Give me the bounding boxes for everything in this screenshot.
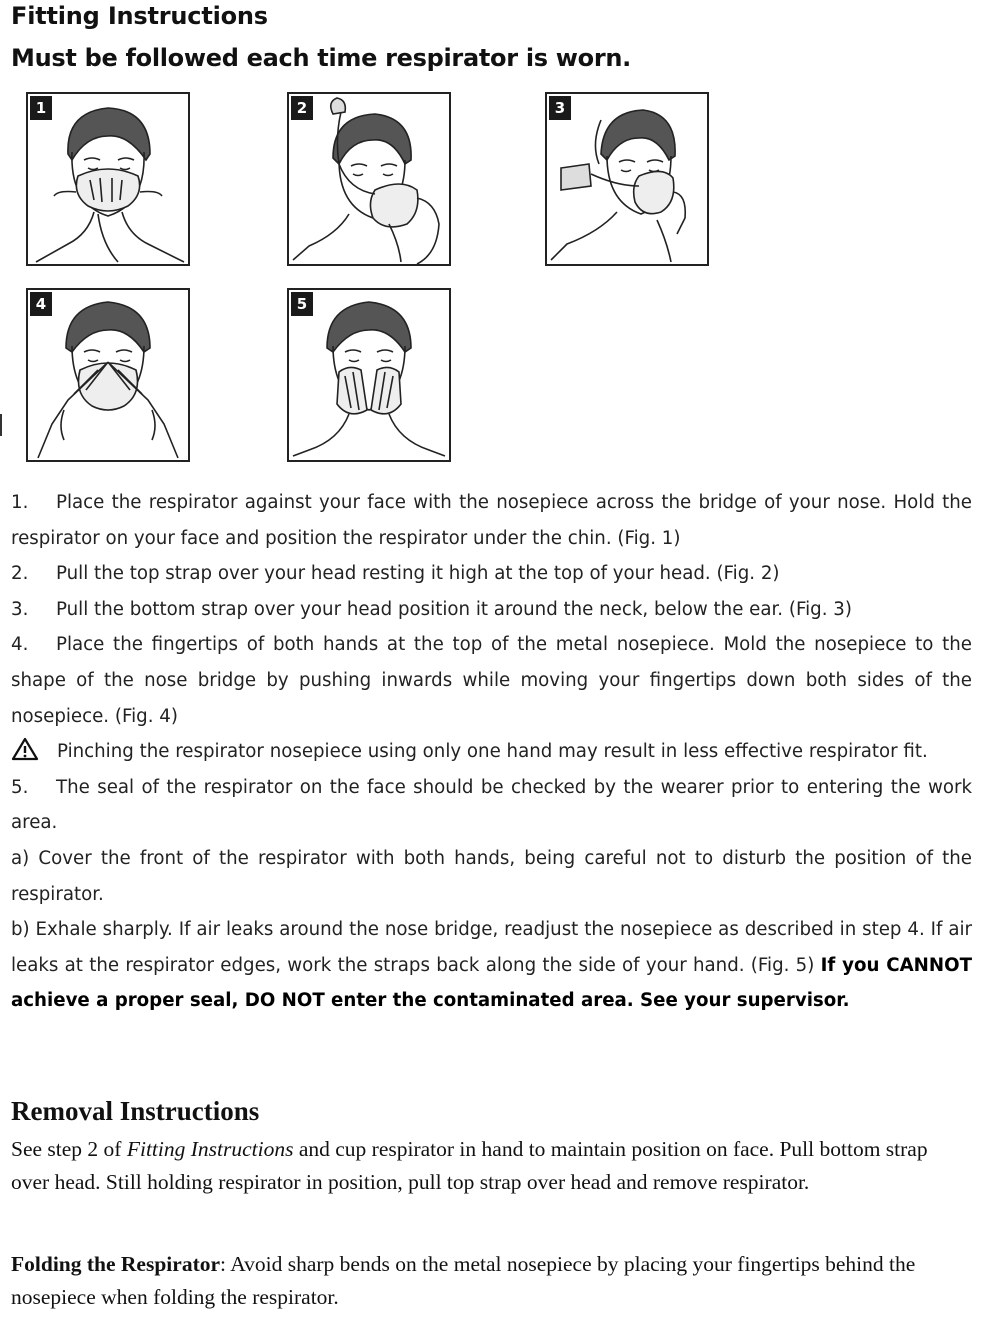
removal-title: Removal Instructions: [11, 1096, 260, 1126]
fitting-steps: [11, 485, 972, 1019]
figure-number: 2: [291, 96, 313, 120]
step-number: 1.: [11, 492, 29, 513]
step-text: b) Exhale sharply. If air leaks around the nose bridge, readjust the nosepiece as described in step 4. If air leaks at the respirator edges, work the straps back along the side of your hand. (Fig. 5): [11, 919, 972, 976]
figure-1: [26, 92, 190, 266]
figure-4: [26, 288, 190, 462]
step-text: Pull the top strap over your head resting it high at the top of your head. (Fig. 2): [56, 563, 780, 585]
step-text: Place the respirator against your face with the nosepiece across the bridge of your nose. Hold the respirator on your face and position the respirator under the chin. (Fig. 1): [11, 492, 972, 549]
page-subtitle: Must be followed each time respirator is worn.: [11, 44, 631, 72]
figure-2: [287, 92, 451, 266]
removal-text-part: See step 2 of: [11, 1137, 127, 1161]
respirator-fit-illustration-3: [547, 94, 707, 264]
step-5a: a) Cover the front of the respirator with both hands, being careful not to disturb the position of the respirator.: [11, 847, 972, 905]
removal-text-part: and cup respirator in hand to maintain position on face. Pull bottom strap over head. Still holding respirator in position, pull top strap over head and remove respirator.: [11, 1137, 928, 1194]
figure-5: [287, 288, 451, 462]
step-5b: [11, 912, 972, 1019]
respirator-fit-illustration-4: [28, 290, 188, 460]
warning-note: [11, 734, 972, 770]
respirator-fit-illustration-2: [289, 94, 449, 264]
page-title: Fitting Instructions: [11, 2, 268, 30]
figure-number: 1: [30, 96, 52, 120]
warning-triangle-icon: [11, 737, 39, 761]
step-text: Pull the bottom strap over your head position it around the neck, below the ear. (Fig. 3): [56, 598, 852, 620]
step-number: 5.: [11, 776, 29, 798]
step-2: [11, 556, 972, 592]
seal-warning-bold: If you CANNOT achieve a proper seal, DO NOT enter the contaminated area. See your supervisor.: [11, 954, 972, 1012]
removal-text: [11, 1133, 966, 1198]
figure-number: 3: [549, 96, 571, 120]
folding-text: : Avoid sharp bends on the metal nosepiece by placing your fingertips behind the nosepiece when folding the respirator.: [11, 1252, 916, 1309]
step-number: 2.: [11, 563, 29, 585]
figure-number: 4: [30, 292, 52, 316]
removal-text-italic: Fitting Instructions: [126, 1137, 294, 1161]
step-5: [11, 770, 972, 841]
figure-number: 5: [291, 292, 313, 316]
step-3: [11, 592, 972, 628]
step-text: The seal of the respirator on the face should be checked by the wearer prior to entering the work area.: [11, 776, 972, 834]
figure-3: [545, 92, 709, 266]
scan-edge-mark: [0, 414, 2, 436]
step-text: Place the fingertips of both hands at the top of the metal nosepiece. Mold the nosepiece to the shape of the nose bridge by pushing inwards while moving your fingertips down both sides of the nosepiece. (Fig. 4): [11, 634, 972, 727]
step-4: [11, 627, 972, 734]
respirator-fit-illustration-5: [289, 290, 449, 460]
step-number: 3.: [11, 598, 29, 620]
folding-label: Folding the Respirator: [11, 1252, 221, 1276]
step-1: [11, 485, 972, 556]
folding-note: [11, 1248, 971, 1313]
warning-text: Pinching the respirator nosepiece using only one hand may result in less effective respirator fit.: [57, 741, 928, 763]
step-number: 4.: [11, 634, 29, 656]
respirator-fit-illustration-1: [28, 94, 188, 264]
